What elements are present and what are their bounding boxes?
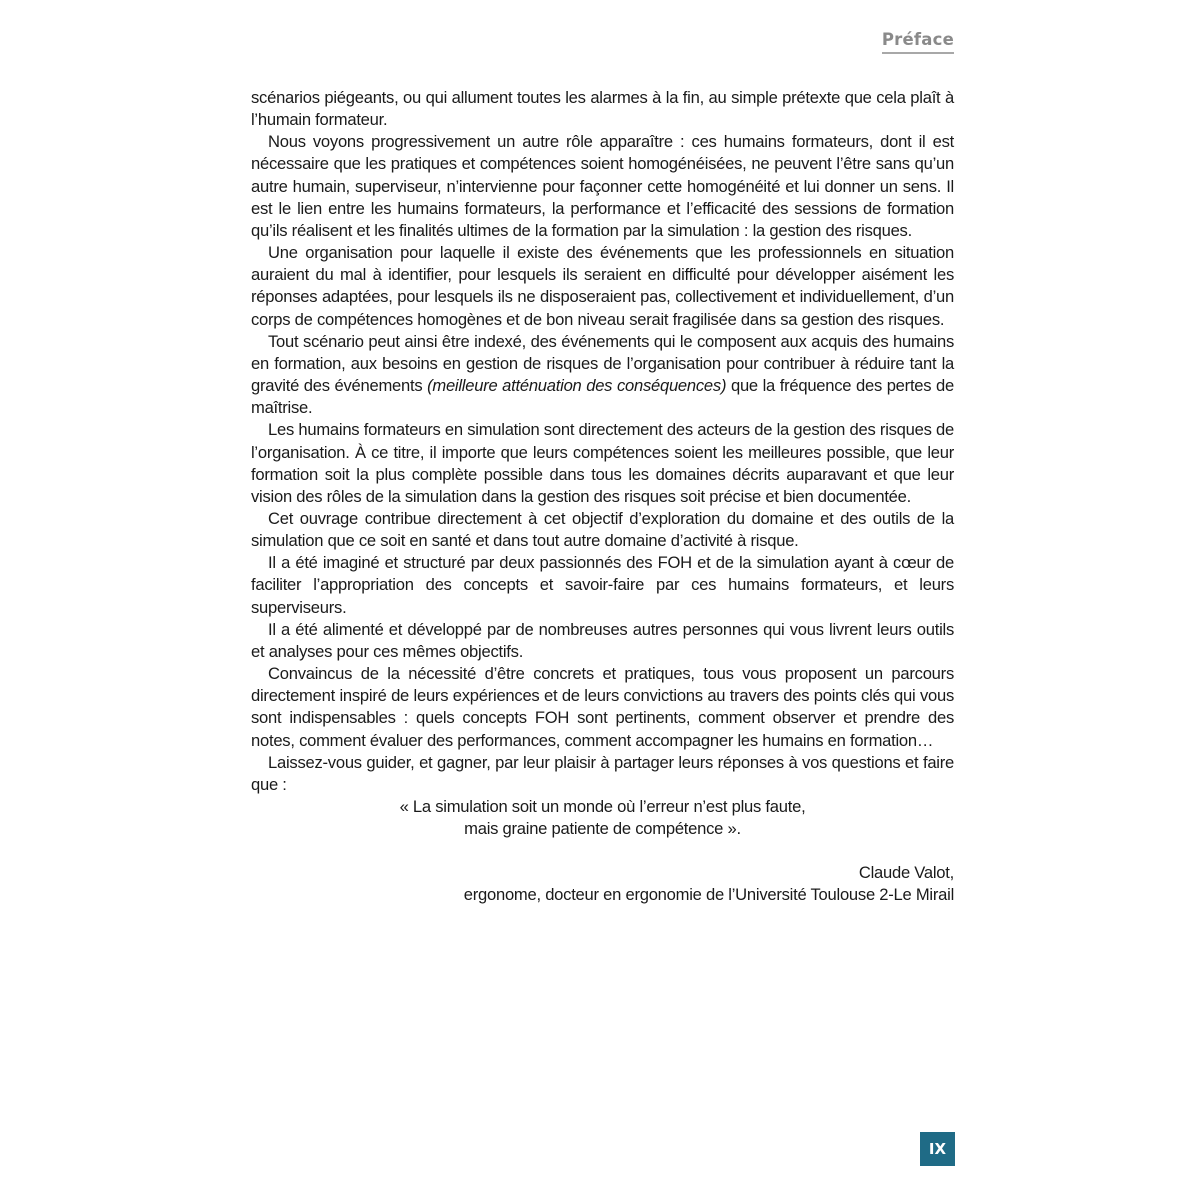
paragraph: Convaincus de la nécessité d’être concrets et pratiques, tous vous proposent un parcours directement inspiré de leurs expériences et de leurs convictions au travers des points clés qui vous sont indispensables : quels concepts FOH sont pertinents, comment observer et prendre des notes, comment évaluer des performances, comment accompagner les humains en formation… — [251, 664, 954, 750]
paragraph — [251, 331, 954, 420]
paragraph: scénarios piégeants, ou qui allument toutes les alarmes à la fin, au simple prétexte que cela plaît à l’humain formateur. — [251, 88, 954, 130]
paragraph: Il a été imaginé et structuré par deux passionnés des FOH et de la simulation ayant à cœur de faciliter l’appropriation des concepts et savoir-faire par ces humains formateurs, et leurs superviseurs. — [251, 553, 954, 617]
page-number: IX — [920, 1132, 955, 1166]
paragraph-text: que la fréquence des pertes de maîtrise. — [251, 376, 954, 418]
paragraph: Nous voyons progressivement un autre rôle apparaître : ces humains formateurs, dont il est nécessaire que les pratiques et compétences soient homogénéisées, ne peuvent l’être sans qu’un autre humain, superviseur, n’intervienne pour façonner cette homogénéité et lui donner un sens. Il est le lien entre les humains formateurs, la performance et l’efficacité des sessions de formation qu’ils réalisent et les finalités ultimes de la formation par la simulation : la gestion des risques. — [251, 132, 954, 240]
preface-body — [251, 87, 954, 907]
signature — [251, 862, 954, 906]
quote-line: « La simulation soit un monde où l’erreur n’est plus faute, — [399, 797, 806, 816]
paragraph: Les humains formateurs en simulation sont directement des acteurs de la gestion des risques de l’organisation. À ce titre, il importe que leurs compétences soient les meilleures possible, que leur formation soit la plus complète possible dans tous les domaines décrits auparavant et que leur vision des rôles de la simulation dans la gestion des risques soit précise et bien documentée. — [251, 420, 954, 506]
quote-line: mais graine patiente de compétence ». — [464, 819, 741, 839]
running-head-title: Préface — [882, 30, 954, 54]
paragraph: Cet ouvrage contribue directement à cet objectif d’exploration du domaine et des outils de la simulation que ce soit en santé et dans tout autre domaine d’activité à risque. — [251, 508, 954, 551]
closing-quote — [251, 796, 954, 840]
paragraph: Laissez-vous guider, et gagner, par leur plaisir à partager leurs réponses à vos questions et faire que : — [251, 752, 954, 794]
signature-title: ergonome, docteur en ergonomie de l’Université Toulouse 2-Le Mirail — [463, 885, 954, 905]
paragraph: Il a été alimenté et développé par de nombreuses autres personnes qui vous livrent leurs outils et analyses pour ces mêmes objectifs. — [251, 619, 954, 661]
paragraph: Une organisation pour laquelle il existe des événements que les professionnels en situation auraient du mal à identifier, pour lesquels ils seraient en difficulté pour développer aisément les réponses adaptées, pour lesquels ils ne disposeraient pas, collectivement et individuellement, d’un corps de compétences homogènes et de bon niveau serait fragilisée dans sa gestion des risques. — [251, 243, 954, 329]
paragraph-italic-text: (meilleure atténuation des conséquences) — [427, 376, 727, 396]
paragraph-text: Tout scénario peut ainsi être indexé, des événements qui le composent aux acquis des humains en formation, aux besoins en gestion de risques de l’organisation pour contribuer à réduire tant la gravité des événements — [251, 331, 954, 396]
signature-name: Claude Valot, — [858, 863, 954, 883]
